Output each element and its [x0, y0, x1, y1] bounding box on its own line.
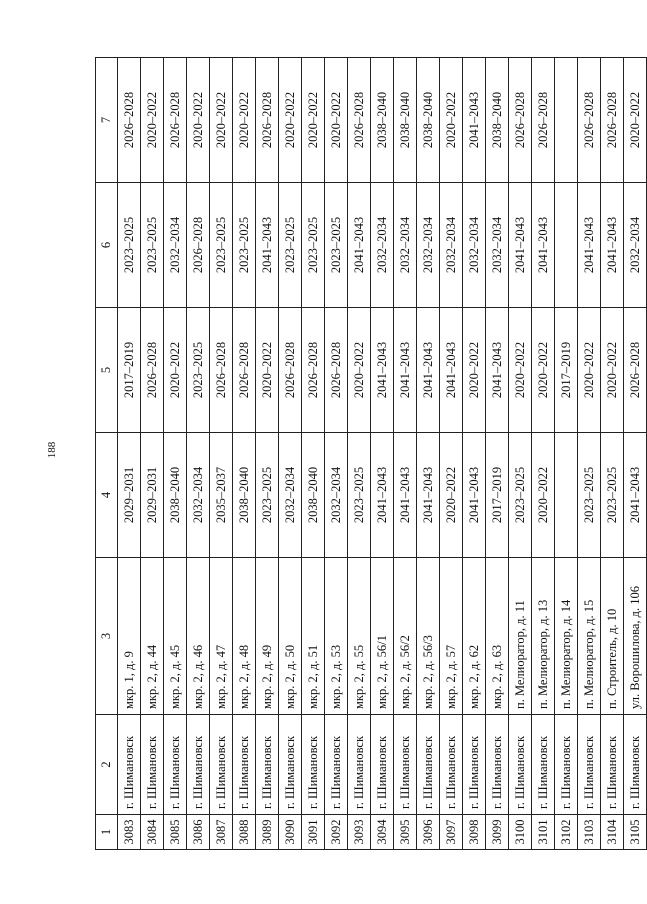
table-cell: 2026–2028: [509, 58, 532, 183]
table-row: [463, 58, 486, 850]
table-cell: г. Шимановск: [164, 715, 187, 815]
table-cell: г. Шимановск: [532, 715, 555, 815]
table-cell: [555, 433, 578, 558]
table-cell: 2041–2043: [371, 433, 394, 558]
table-cell: мкр. 2, д. 62: [463, 558, 486, 715]
table-cell: 2020–2022: [578, 308, 601, 433]
table-cell: 2026–2028: [302, 308, 325, 433]
table-cell: 2041–2043: [463, 433, 486, 558]
table-cell: г. Шимановск: [302, 715, 325, 815]
table-cell: г. Шимановск: [141, 715, 164, 815]
table-cell: 3104: [601, 815, 624, 850]
table-row: [187, 58, 210, 850]
table-cell: 2041–2043: [532, 183, 555, 308]
table-cell: 2041–2043: [394, 433, 417, 558]
table-row: [394, 58, 417, 850]
table-cell: 2026–2028: [601, 58, 624, 183]
column-header-7: 7: [96, 58, 118, 183]
table-cell: г. Шимановск: [601, 715, 624, 815]
table-cell: г. Шимановск: [463, 715, 486, 815]
table-cell: г. Шимановск: [394, 715, 417, 815]
table-cell: 2026–2028: [578, 58, 601, 183]
table-cell: мкр. 2, д. 45: [164, 558, 187, 715]
table-cell: 2026–2028: [187, 183, 210, 308]
table-cell: 3092: [325, 815, 348, 850]
table-cell: г. Шимановск: [325, 715, 348, 815]
table-cell: 2038–2040: [164, 433, 187, 558]
table-cell: 2041–2043: [371, 308, 394, 433]
table-row: [118, 58, 141, 850]
table-cell: 2020–2022: [187, 58, 210, 183]
table-body: [118, 58, 647, 850]
table-cell: п. Мелиоратор, д. 13: [532, 558, 555, 715]
table-cell: 3091: [302, 815, 325, 850]
table-cell: 2032–2034: [417, 183, 440, 308]
table-cell: 2023–2025: [279, 183, 302, 308]
table-cell: п. Мелиоратор, д. 14: [555, 558, 578, 715]
table-cell: г. Шимановск: [233, 715, 256, 815]
table-cell: мкр. 2, д. 53: [325, 558, 348, 715]
table-cell: 3088: [233, 815, 256, 850]
table-cell: г. Шимановск: [210, 715, 233, 815]
table-cell: 2041–2043: [417, 433, 440, 558]
table-row: [279, 58, 302, 850]
table-row: [509, 58, 532, 850]
table-cell: 2017–2019: [486, 433, 509, 558]
table-cell: 3100: [509, 815, 532, 850]
table-cell: 3094: [371, 815, 394, 850]
housing-schedule-table: [95, 57, 647, 850]
table-container: [95, 58, 642, 850]
table-cell: 2032–2034: [394, 183, 417, 308]
table-cell: мкр. 2, д. 51: [302, 558, 325, 715]
table-row: [601, 58, 624, 850]
table-cell: 3101: [532, 815, 555, 850]
table-cell: 2041–2043: [417, 308, 440, 433]
column-header-4: 4: [96, 433, 118, 558]
table-cell: 3096: [417, 815, 440, 850]
table-cell: мкр. 2, д. 56/1: [371, 558, 394, 715]
table-cell: 2026–2028: [141, 308, 164, 433]
table-cell: мкр. 2, д. 44: [141, 558, 164, 715]
table-cell: г. Шимановск: [509, 715, 532, 815]
table-cell: 2020–2022: [532, 433, 555, 558]
table-cell: 2017–2019: [118, 308, 141, 433]
table-cell: 2038–2040: [394, 58, 417, 183]
table-row: [325, 58, 348, 850]
table-cell: 2020–2022: [440, 58, 463, 183]
table-cell: 3095: [394, 815, 417, 850]
table-row: [256, 58, 279, 850]
table-cell: 2026–2028: [233, 308, 256, 433]
table-cell: 2020–2022: [463, 308, 486, 433]
table-cell: г. Шимановск: [440, 715, 463, 815]
table-cell: г. Шимановск: [118, 715, 141, 815]
table-cell: г. Шимановск: [417, 715, 440, 815]
table-cell: 3099: [486, 815, 509, 850]
table-cell: г. Шимановск: [187, 715, 210, 815]
table-cell: 2041–2043: [509, 183, 532, 308]
table-cell: 2032–2034: [486, 183, 509, 308]
table-cell: 2041–2043: [348, 183, 371, 308]
table-row: [210, 58, 233, 850]
table-cell: 2023–2025: [141, 183, 164, 308]
table-row: [578, 58, 601, 850]
table-cell: 2035–2037: [210, 433, 233, 558]
table-cell: 2026–2028: [325, 308, 348, 433]
table-cell: 2041–2043: [486, 308, 509, 433]
table-cell: 2023–2025: [578, 433, 601, 558]
table-row: [348, 58, 371, 850]
table-cell: 2041–2043: [440, 308, 463, 433]
table-cell: г. Шимановск: [486, 715, 509, 815]
table-cell: 3086: [187, 815, 210, 850]
table-cell: 2041–2043: [624, 433, 647, 558]
table-cell: 3089: [256, 815, 279, 850]
table-cell: 3090: [279, 815, 302, 850]
table-cell: г. Шимановск: [371, 715, 394, 815]
table-cell: 2020–2022: [601, 308, 624, 433]
table-cell: 2041–2043: [256, 183, 279, 308]
table-cell: 3083: [118, 815, 141, 850]
table-cell: 2029–2031: [118, 433, 141, 558]
table-cell: 3097: [440, 815, 463, 850]
table-cell: 2023–2025: [118, 183, 141, 308]
table-cell: мкр. 2, д. 47: [210, 558, 233, 715]
table-cell: 2032–2034: [440, 183, 463, 308]
table-cell: 2020–2022: [440, 433, 463, 558]
table-cell: п. Мелиоратор, д. 11: [509, 558, 532, 715]
table-header-row: [96, 58, 118, 850]
table-cell: г. Шимановск: [555, 715, 578, 815]
table-cell: мкр. 2, д. 63: [486, 558, 509, 715]
table-row: [371, 58, 394, 850]
table-cell: 2020–2022: [233, 58, 256, 183]
table-cell: 2032–2034: [187, 433, 210, 558]
table-cell: 2020–2022: [348, 308, 371, 433]
table-cell: 2029–2031: [141, 433, 164, 558]
table-cell: ул. Ворошилова, д. 106: [624, 558, 647, 715]
table-cell: мкр. 2, д. 46: [187, 558, 210, 715]
table-cell: мкр. 2, д. 56/3: [417, 558, 440, 715]
table-row: [164, 58, 187, 850]
table-row: [486, 58, 509, 850]
table-cell: 2026–2028: [279, 308, 302, 433]
table-cell: 2023–2025: [601, 433, 624, 558]
table-cell: мкр. 2, д. 56/2: [394, 558, 417, 715]
table-cell: 2038–2040: [417, 58, 440, 183]
table-cell: 3084: [141, 815, 164, 850]
table-cell: 3105: [624, 815, 647, 850]
table-cell: 2023–2025: [509, 433, 532, 558]
column-header-2: 2: [96, 715, 118, 815]
table-cell: 2023–2025: [233, 183, 256, 308]
table-cell: 3103: [578, 815, 601, 850]
table-cell: 2038–2040: [302, 433, 325, 558]
table-cell: 2041–2043: [394, 308, 417, 433]
table-cell: 2038–2040: [233, 433, 256, 558]
table-cell: 2026–2028: [256, 58, 279, 183]
table-row: [624, 58, 647, 850]
table-cell: п. Строитель, д. 10: [601, 558, 624, 715]
table-cell: 2023–2025: [325, 183, 348, 308]
table-cell: 2041–2043: [601, 183, 624, 308]
column-header-6: 6: [96, 183, 118, 308]
table-cell: 2032–2034: [371, 183, 394, 308]
table-cell: мкр. 2, д. 55: [348, 558, 371, 715]
table-cell: 2026–2028: [118, 58, 141, 183]
table-row: [233, 58, 256, 850]
table-cell: 2023–2025: [302, 183, 325, 308]
table-row: [417, 58, 440, 850]
table-cell: 2020–2022: [141, 58, 164, 183]
table-cell: 2023–2025: [210, 183, 233, 308]
table-cell: мкр. 2, д. 49: [256, 558, 279, 715]
table-cell: 2020–2022: [325, 58, 348, 183]
table-cell: п. Мелиоратор, д. 15: [578, 558, 601, 715]
table-cell: г. Шимановск: [578, 715, 601, 815]
table-row: [440, 58, 463, 850]
table-cell: 3098: [463, 815, 486, 850]
table-cell: 3085: [164, 815, 187, 850]
table-cell: 3087: [210, 815, 233, 850]
table-cell: 2020–2022: [164, 308, 187, 433]
table-cell: 3102: [555, 815, 578, 850]
table-row: [302, 58, 325, 850]
column-header-3: 3: [96, 558, 118, 715]
table-row: [555, 58, 578, 850]
table-cell: 2023–2025: [256, 433, 279, 558]
table-cell: 2020–2022: [210, 58, 233, 183]
table-cell: 2032–2034: [325, 433, 348, 558]
table-cell: 2026–2028: [210, 308, 233, 433]
table-cell: 2020–2022: [532, 308, 555, 433]
table-cell: мкр. 2, д. 50: [279, 558, 302, 715]
table-cell: 2038–2040: [486, 58, 509, 183]
table-cell: 2026–2028: [348, 58, 371, 183]
table-cell: мкр. 1, д. 9: [118, 558, 141, 715]
table-cell: 2026–2028: [164, 58, 187, 183]
table-cell: 2020–2022: [279, 58, 302, 183]
column-header-1: 1: [96, 815, 118, 850]
table-cell: г. Шимановск: [348, 715, 371, 815]
table-cell: 2020–2022: [256, 308, 279, 433]
table-cell: 2026–2028: [624, 308, 647, 433]
table-cell: 2041–2043: [578, 183, 601, 308]
table-cell: г. Шимановск: [279, 715, 302, 815]
table-cell: мкр. 2, д. 57: [440, 558, 463, 715]
table-cell: мкр. 2, д. 48: [233, 558, 256, 715]
table-cell: г. Шимановск: [624, 715, 647, 815]
table-cell: 2023–2025: [187, 308, 210, 433]
page-number: 188: [46, 441, 58, 459]
table-cell: 3093: [348, 815, 371, 850]
table-cell: г. Шимановск: [256, 715, 279, 815]
table-cell: 2020–2022: [509, 308, 532, 433]
table-row: [141, 58, 164, 850]
table-cell: 2038–2040: [371, 58, 394, 183]
table-cell: 2041–2043: [463, 58, 486, 183]
table-cell: 2032–2034: [164, 183, 187, 308]
table-cell: 2020–2022: [302, 58, 325, 183]
column-header-5: 5: [96, 308, 118, 433]
table-cell: [555, 58, 578, 183]
table-cell: 2032–2034: [279, 433, 302, 558]
table-cell: 2020–2022: [624, 58, 647, 183]
table-cell: [555, 183, 578, 308]
table-cell: 2023–2025: [348, 433, 371, 558]
table-cell: 2032–2034: [624, 183, 647, 308]
table-cell: 2026–2028: [532, 58, 555, 183]
table-cell: 2032–2034: [463, 183, 486, 308]
table-row: [532, 58, 555, 850]
table-cell: 2017–2019: [555, 308, 578, 433]
